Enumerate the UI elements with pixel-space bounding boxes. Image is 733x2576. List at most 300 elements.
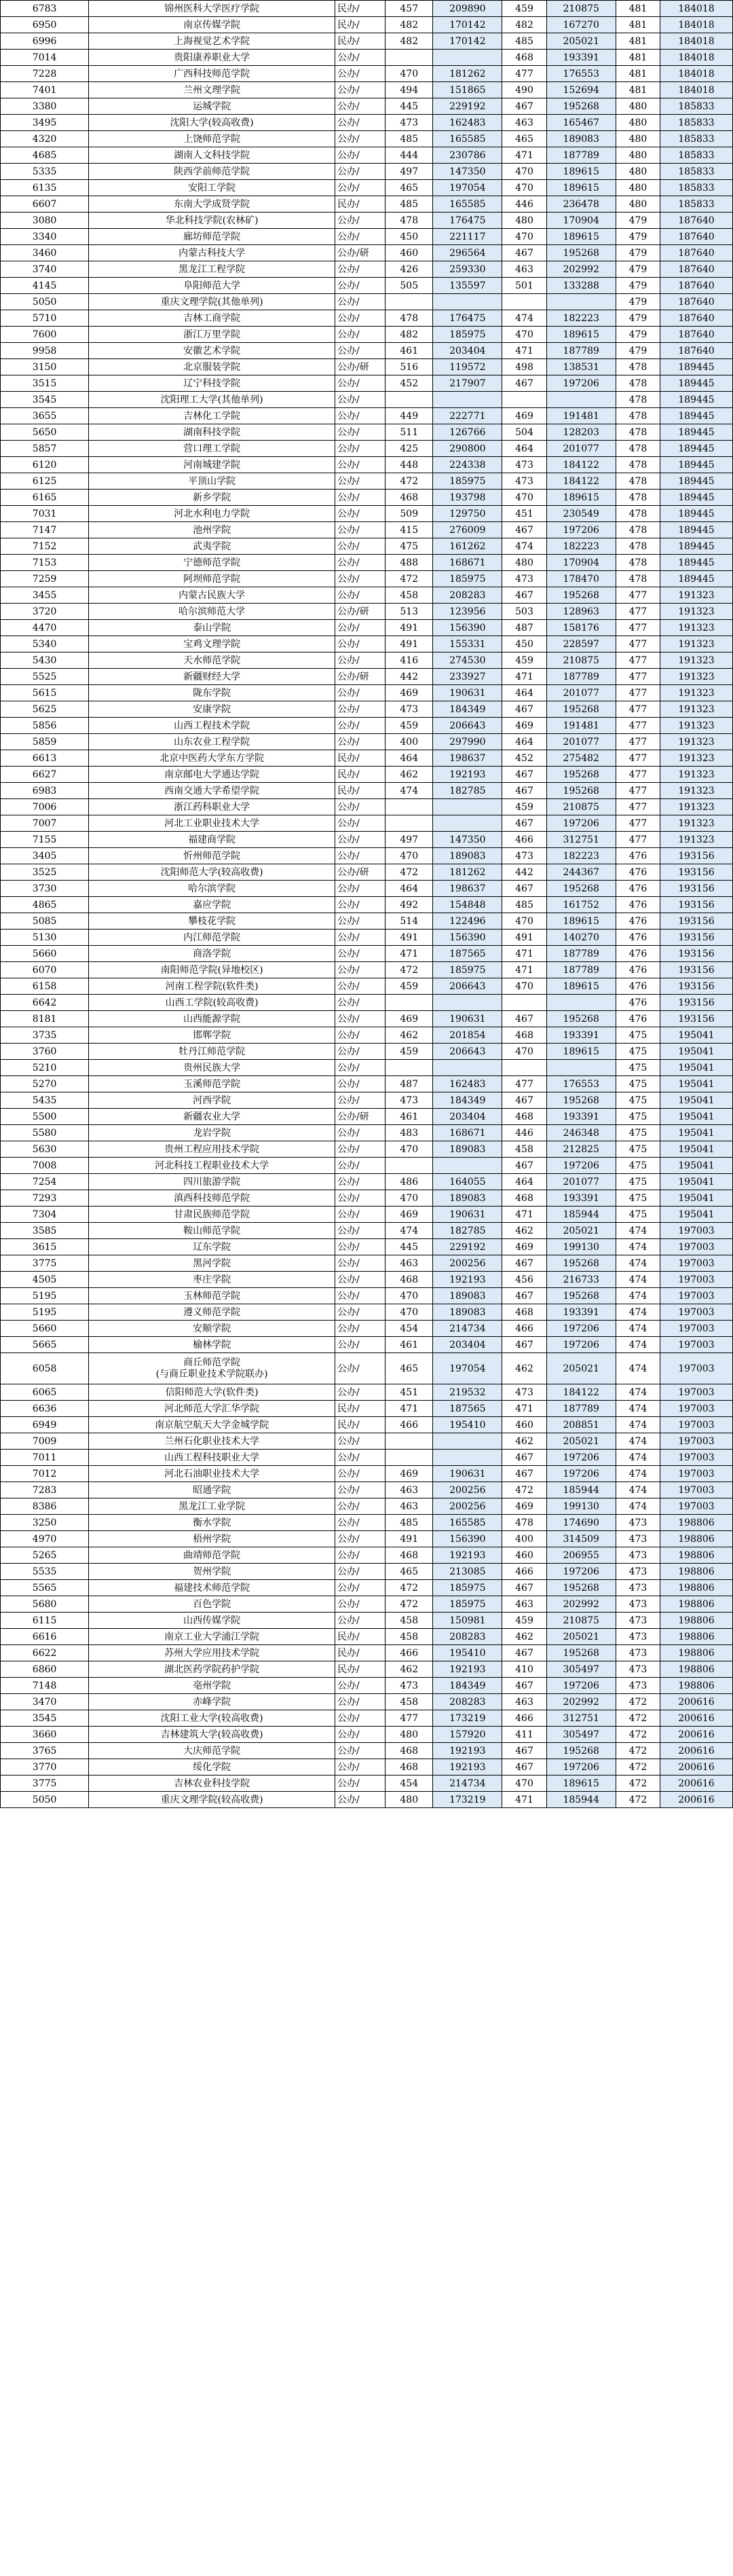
school-code-cell: 3495 <box>1 115 89 131</box>
school-code-cell: 3250 <box>1 1515 89 1531</box>
rank-2021-cell: 191323 <box>660 620 732 636</box>
rank-2021-cell: 191323 <box>660 783 732 799</box>
score-2022-cell: 485 <box>502 33 546 50</box>
score-2022-cell: 460 <box>502 1547 546 1564</box>
school-name-cell: 贵阳康养职业大学 <box>89 50 335 66</box>
rank-2023-cell: 189083 <box>433 1288 502 1304</box>
rank-2022-cell: 314509 <box>546 1531 616 1547</box>
rank-2023-cell: 192193 <box>433 1661 502 1678</box>
school-code-cell: 5270 <box>1 1076 89 1092</box>
table-row <box>1 278 733 294</box>
rank-2022-cell: 187789 <box>546 962 616 978</box>
rank-2022-cell: 246348 <box>546 1125 616 1141</box>
school-type-cell: 公办/ <box>335 1710 385 1727</box>
rank-2022-cell: 202992 <box>546 1694 616 1710</box>
school-code-cell: 6622 <box>1 1645 89 1661</box>
rank-2022-cell: 195268 <box>546 1011 616 1027</box>
score-2022-cell: 467 <box>502 1678 546 1694</box>
table-row <box>1 180 733 196</box>
rank-2021-cell: 187640 <box>660 294 732 310</box>
school-name-cell: 衡水学院 <box>89 1515 335 1531</box>
school-code-cell: 7155 <box>1 832 89 848</box>
rank-2022-cell: 189615 <box>546 1044 616 1060</box>
school-type-cell: 公办/ <box>335 490 385 506</box>
school-type-cell: 公办/ <box>335 685 385 701</box>
school-code-cell: 7254 <box>1 1174 89 1190</box>
rank-2021-cell: 195041 <box>660 1060 732 1076</box>
rank-2021-cell: 197003 <box>660 1433 732 1450</box>
score-2022-cell: 467 <box>502 1288 546 1304</box>
rank-2022-cell: 184122 <box>546 473 616 490</box>
score-2023-cell: 454 <box>386 1321 433 1337</box>
score-2023-cell: 482 <box>386 17 433 33</box>
score-2021-cell: 477 <box>616 652 660 669</box>
table-row <box>1 1321 733 1337</box>
school-code-cell: 7152 <box>1 538 89 555</box>
rank-2023-cell: 217907 <box>433 375 502 392</box>
score-2022-cell <box>502 1060 546 1076</box>
rank-2022-cell: 212825 <box>546 1141 616 1158</box>
rank-2022-cell: 189083 <box>546 131 616 147</box>
rank-2023-cell: 229192 <box>433 1239 502 1255</box>
table-row <box>1 343 733 359</box>
rank-2021-cell: 187640 <box>660 245 732 261</box>
score-2023-cell: 485 <box>386 1515 433 1531</box>
school-code-cell: 7283 <box>1 1482 89 1498</box>
score-2023-cell: 458 <box>386 1694 433 1710</box>
table-row <box>1 946 733 962</box>
school-code-cell: 3765 <box>1 1743 89 1759</box>
school-name-cell: 南京邮电大学通达学院 <box>89 767 335 783</box>
school-code-cell: 3080 <box>1 213 89 229</box>
table-row <box>1 424 733 441</box>
score-2022-cell: 466 <box>502 1710 546 1727</box>
rank-2023-cell: 274530 <box>433 652 502 669</box>
school-code-cell: 6616 <box>1 1629 89 1645</box>
score-2022-cell: 498 <box>502 359 546 375</box>
score-2022-cell: 472 <box>502 1482 546 1498</box>
rank-2022-cell: 275482 <box>546 750 616 767</box>
score-2022-cell: 487 <box>502 620 546 636</box>
rank-2023-cell: 170142 <box>433 17 502 33</box>
score-2021-cell: 476 <box>616 848 660 864</box>
rank-2022-cell: 158176 <box>546 620 616 636</box>
score-2023-cell: 415 <box>386 522 433 538</box>
table-row <box>1 1288 733 1304</box>
school-code-cell: 8181 <box>1 1011 89 1027</box>
rank-2022-cell: 170904 <box>546 213 616 229</box>
score-2021-cell: 476 <box>616 881 660 897</box>
rank-2023-cell: 208283 <box>433 1694 502 1710</box>
score-2023-cell: 473 <box>386 1092 433 1109</box>
school-code-cell: 6949 <box>1 1417 89 1433</box>
score-2021-cell: 473 <box>616 1613 660 1629</box>
school-type-cell: 公办/ <box>335 1255 385 1272</box>
table-row <box>1 734 733 750</box>
rank-2022-cell: 187789 <box>546 669 616 685</box>
school-name-cell: 甘肃民族师范学院 <box>89 1207 335 1223</box>
school-name-cell: 泰山学院 <box>89 620 335 636</box>
score-2021-cell: 475 <box>616 1158 660 1174</box>
score-2022-cell: 482 <box>502 17 546 33</box>
school-name-cell: 福建技术师范学院 <box>89 1580 335 1596</box>
score-2023-cell: 461 <box>386 1109 433 1125</box>
school-code-cell: 3775 <box>1 1255 89 1272</box>
score-2023-cell: 472 <box>386 473 433 490</box>
school-name-cell: 赤峰学院 <box>89 1694 335 1710</box>
rank-2022-cell: 197206 <box>546 1337 616 1353</box>
rank-2023-cell: 233927 <box>433 669 502 685</box>
score-2021-cell: 479 <box>616 294 660 310</box>
score-2023-cell <box>386 1060 433 1076</box>
score-2021-cell: 477 <box>616 685 660 701</box>
rank-2021-cell: 195041 <box>660 1027 732 1044</box>
score-2023-cell: 458 <box>386 1629 433 1645</box>
score-2021-cell: 472 <box>616 1775 660 1792</box>
rank-2023-cell: 189083 <box>433 1141 502 1158</box>
table-row <box>1 1239 733 1255</box>
rank-2023-cell: 161262 <box>433 538 502 555</box>
school-name-cell: 曲靖师范学院 <box>89 1547 335 1564</box>
rank-2022-cell: 210875 <box>546 1613 616 1629</box>
rank-2022-cell: 195268 <box>546 783 616 799</box>
rank-2022-cell: 184122 <box>546 457 616 473</box>
table-row <box>1 392 733 408</box>
school-code-cell: 5630 <box>1 1141 89 1158</box>
school-code-cell: 6115 <box>1 1613 89 1629</box>
rank-2022-cell: 210875 <box>546 652 616 669</box>
score-2022-cell: 462 <box>502 1223 546 1239</box>
school-code-cell: 4320 <box>1 131 89 147</box>
school-name-cell: 河西学院 <box>89 1092 335 1109</box>
score-2023-cell: 478 <box>386 213 433 229</box>
rank-2023-cell: 192193 <box>433 1743 502 1759</box>
score-2022-cell: 467 <box>502 1466 546 1482</box>
school-type-cell: 公办/ <box>335 1727 385 1743</box>
school-name-cell: 重庆文理学院(较高收费) <box>89 1792 335 1808</box>
score-2023-cell: 487 <box>386 1076 433 1092</box>
score-2021-cell: 474 <box>616 1337 660 1353</box>
rank-2023-cell: 154848 <box>433 897 502 913</box>
rank-2023-cell <box>433 1060 502 1076</box>
rank-2021-cell: 189445 <box>660 392 732 408</box>
rank-2023-cell: 195410 <box>433 1645 502 1661</box>
school-code-cell: 7148 <box>1 1678 89 1694</box>
school-name-cell: 锦州医科大学医疗学院 <box>89 1 335 17</box>
score-2021-cell: 473 <box>616 1515 660 1531</box>
rank-2023-cell <box>433 50 502 66</box>
rank-2023-cell: 123956 <box>433 604 502 620</box>
score-2021-cell: 478 <box>616 490 660 506</box>
school-type-cell: 公办/研 <box>335 1109 385 1125</box>
school-type-cell: 公办/ <box>335 1580 385 1596</box>
table-row <box>1 1125 733 1141</box>
score-2022-cell: 485 <box>502 897 546 913</box>
rank-2023-cell: 170142 <box>433 33 502 50</box>
school-name-cell: 河北工业职业技术大学 <box>89 815 335 832</box>
score-2022-cell: 468 <box>502 1027 546 1044</box>
score-2023-cell: 472 <box>386 571 433 587</box>
score-2023-cell: 469 <box>386 1011 433 1027</box>
rank-2023-cell: 230786 <box>433 147 502 164</box>
school-code-cell: 3760 <box>1 1044 89 1060</box>
score-2021-cell: 472 <box>616 1710 660 1727</box>
rank-2021-cell: 195041 <box>660 1044 732 1060</box>
school-code-cell: 5859 <box>1 734 89 750</box>
score-2022-cell: 400 <box>502 1531 546 1547</box>
score-2022-cell: 471 <box>502 669 546 685</box>
score-2023-cell <box>386 1158 433 1174</box>
school-code-cell: 5340 <box>1 636 89 652</box>
score-2022-cell: 464 <box>502 441 546 457</box>
score-2022-cell: 469 <box>502 1498 546 1515</box>
score-2023-cell: 458 <box>386 1613 433 1629</box>
score-2023-cell: 466 <box>386 1645 433 1661</box>
school-name-cell: 北京中医药大学东方学院 <box>89 750 335 767</box>
rank-2022-cell <box>546 1060 616 1076</box>
school-name-cell: 福建商学院 <box>89 832 335 848</box>
rank-2021-cell: 193156 <box>660 962 732 978</box>
school-type-cell: 公办/ <box>335 1694 385 1710</box>
school-type-cell: 公办/ <box>335 587 385 604</box>
score-2021-cell: 476 <box>616 930 660 946</box>
table-row <box>1 1694 733 1710</box>
score-2021-cell: 473 <box>616 1596 660 1613</box>
table-row <box>1 930 733 946</box>
score-2021-cell: 473 <box>616 1645 660 1661</box>
rank-2023-cell: 185975 <box>433 1580 502 1596</box>
school-type-cell: 公办/ <box>335 848 385 864</box>
score-2021-cell: 477 <box>616 734 660 750</box>
rank-2021-cell: 197003 <box>660 1255 732 1272</box>
school-code-cell: 7006 <box>1 799 89 815</box>
table-row <box>1 1515 733 1531</box>
school-type-cell: 公办/ <box>335 1321 385 1337</box>
school-name-cell: 玉溪师范学院 <box>89 1076 335 1092</box>
table-row <box>1 1 733 17</box>
rank-2021-cell: 197003 <box>660 1482 732 1498</box>
table-row <box>1 1076 733 1092</box>
school-name-cell: 攀枝花学院 <box>89 913 335 930</box>
table-row <box>1 538 733 555</box>
school-type-cell: 公办/ <box>335 278 385 294</box>
rank-2021-cell: 195041 <box>660 1141 732 1158</box>
rank-2023-cell: 197054 <box>433 180 502 196</box>
school-type-cell: 公办/ <box>335 832 385 848</box>
rank-2023-cell: 224338 <box>433 457 502 473</box>
score-2022-cell: 468 <box>502 1304 546 1321</box>
rank-2021-cell: 193156 <box>660 864 732 881</box>
score-2022-cell: 467 <box>502 815 546 832</box>
table-row <box>1 147 733 164</box>
score-2022-cell: 470 <box>502 180 546 196</box>
school-type-cell: 公办/ <box>335 962 385 978</box>
table-row <box>1 1272 733 1288</box>
table-row <box>1 1337 733 1353</box>
school-code-cell: 7401 <box>1 82 89 98</box>
school-code-cell: 7259 <box>1 571 89 587</box>
table-row <box>1 522 733 538</box>
school-code-cell: 6135 <box>1 180 89 196</box>
school-type-cell: 公办/ <box>335 1466 385 1482</box>
score-2021-cell: 475 <box>616 1092 660 1109</box>
school-code-cell: 5710 <box>1 310 89 327</box>
school-code-cell: 5130 <box>1 930 89 946</box>
school-type-cell: 公办/ <box>335 327 385 343</box>
score-2023-cell: 468 <box>386 1272 433 1288</box>
rank-2023-cell: 213085 <box>433 1564 502 1580</box>
school-type-cell: 公办/ <box>335 261 385 278</box>
rank-2022-cell: 202992 <box>546 261 616 278</box>
school-name-cell: 辽宁科技学院 <box>89 375 335 392</box>
score-2021-cell: 473 <box>616 1629 660 1645</box>
school-type-cell: 公办/ <box>335 82 385 98</box>
score-2023-cell: 509 <box>386 506 433 522</box>
rank-2022-cell: 312751 <box>546 832 616 848</box>
rank-2022-cell: 205021 <box>546 33 616 50</box>
score-2023-cell: 488 <box>386 555 433 571</box>
score-2023-cell: 459 <box>386 718 433 734</box>
score-2023-cell: 465 <box>386 1353 433 1384</box>
score-2022-cell: 459 <box>502 1 546 17</box>
rank-2021-cell: 191323 <box>660 652 732 669</box>
score-2023-cell: 505 <box>386 278 433 294</box>
score-2023-cell: 463 <box>386 1482 433 1498</box>
rank-2021-cell: 191323 <box>660 718 732 734</box>
rank-2021-cell: 187640 <box>660 310 732 327</box>
rank-2022-cell: 312751 <box>546 1710 616 1727</box>
school-name-cell: 安阳工学院 <box>89 180 335 196</box>
rank-2023-cell: 297990 <box>433 734 502 750</box>
school-type-cell: 公办/ <box>335 408 385 424</box>
score-2022-cell: 463 <box>502 1596 546 1613</box>
school-name-cell: 湖北医药学院药护学院 <box>89 1661 335 1678</box>
school-code-cell: 3660 <box>1 1727 89 1743</box>
rank-2021-cell: 195041 <box>660 1125 732 1141</box>
rank-2022-cell: 210875 <box>546 799 616 815</box>
school-code-cell: 8386 <box>1 1498 89 1515</box>
school-name-cell: 河北科技工程职业技术大学 <box>89 1158 335 1174</box>
school-type-cell: 公办/ <box>335 473 385 490</box>
score-2022-cell: 466 <box>502 1321 546 1337</box>
table-row <box>1 783 733 799</box>
rank-2021-cell: 197003 <box>660 1450 732 1466</box>
rank-2021-cell: 200616 <box>660 1792 732 1808</box>
table-row <box>1 636 733 652</box>
score-2022-cell: 459 <box>502 799 546 815</box>
rank-2022-cell: 128963 <box>546 604 616 620</box>
score-2022-cell: 471 <box>502 962 546 978</box>
score-2023-cell: 454 <box>386 1775 433 1792</box>
table-row <box>1 261 733 278</box>
table-row <box>1 1353 733 1384</box>
score-2023-cell: 480 <box>386 1727 433 1743</box>
score-2022-cell: 477 <box>502 1076 546 1092</box>
school-type-cell: 公办/研 <box>335 604 385 620</box>
school-type-cell: 公办/ <box>335 522 385 538</box>
score-2021-cell: 473 <box>616 1547 660 1564</box>
rank-2023-cell: 198637 <box>433 750 502 767</box>
table-row <box>1 750 733 767</box>
rank-2022-cell: 195268 <box>546 1092 616 1109</box>
school-name-cell: 南京航空航天大学金城学院 <box>89 1417 335 1433</box>
school-code-cell: 5660 <box>1 946 89 962</box>
rank-2021-cell: 189445 <box>660 408 732 424</box>
score-2021-cell: 476 <box>616 897 660 913</box>
rank-2021-cell: 198806 <box>660 1547 732 1564</box>
rank-2021-cell: 198806 <box>660 1613 732 1629</box>
table-row <box>1 115 733 131</box>
school-code-cell: 6860 <box>1 1661 89 1678</box>
score-2021-cell: 479 <box>616 278 660 294</box>
score-2023-cell: 516 <box>386 359 433 375</box>
school-code-cell: 5210 <box>1 1060 89 1076</box>
school-name-cell: 东南大学成贤学院 <box>89 196 335 213</box>
rank-2023-cell: 185975 <box>433 571 502 587</box>
table-row <box>1 555 733 571</box>
school-name-cell: 邯郸学院 <box>89 1027 335 1044</box>
table-row <box>1 1433 733 1450</box>
score-2023-cell: 470 <box>386 66 433 82</box>
table-row <box>1 1759 733 1775</box>
rank-2022-cell: 197206 <box>546 1678 616 1694</box>
score-2022-cell: 446 <box>502 1125 546 1141</box>
score-2023-cell: 497 <box>386 832 433 848</box>
school-type-cell: 公办/ <box>335 1564 385 1580</box>
table-row <box>1 327 733 343</box>
score-2021-cell: 476 <box>616 995 660 1011</box>
score-2021-cell: 474 <box>616 1255 660 1272</box>
school-name-cell: 贵州民族大学 <box>89 1060 335 1076</box>
rank-2022-cell: 201077 <box>546 734 616 750</box>
score-2022-cell: 471 <box>502 343 546 359</box>
score-2021-cell: 477 <box>616 669 660 685</box>
school-code-cell: 7600 <box>1 327 89 343</box>
score-2022-cell: 470 <box>502 913 546 930</box>
score-2021-cell: 474 <box>616 1321 660 1337</box>
score-2021-cell: 474 <box>616 1304 660 1321</box>
score-2021-cell: 477 <box>616 832 660 848</box>
table-row <box>1 669 733 685</box>
school-name-cell: 苏州大学应用技术学院 <box>89 1645 335 1661</box>
score-2022-cell: 473 <box>502 848 546 864</box>
school-code-cell: 3545 <box>1 392 89 408</box>
score-2023-cell: 462 <box>386 1661 433 1678</box>
rank-2023-cell: 126766 <box>433 424 502 441</box>
rank-2023-cell: 208283 <box>433 1629 502 1645</box>
rank-2021-cell: 197003 <box>660 1417 732 1433</box>
rank-2023-cell: 173219 <box>433 1710 502 1727</box>
school-type-cell: 公办/ <box>335 1678 385 1694</box>
school-name-cell: 大庆师范学院 <box>89 1743 335 1759</box>
score-2021-cell: 477 <box>616 750 660 767</box>
score-2022-cell: 467 <box>502 1743 546 1759</box>
score-2022-cell: 504 <box>502 424 546 441</box>
score-2022-cell: 467 <box>502 701 546 718</box>
score-2023-cell <box>386 392 433 408</box>
table-row <box>1 1141 733 1158</box>
school-name-cell: 北京服装学院 <box>89 359 335 375</box>
rank-2023-cell: 135597 <box>433 278 502 294</box>
school-type-cell: 公办/ <box>335 1304 385 1321</box>
score-2023-cell: 474 <box>386 783 433 799</box>
school-type-cell: 公办/ <box>335 1547 385 1564</box>
school-type-cell: 民办/ <box>335 33 385 50</box>
rank-2022-cell: 191481 <box>546 408 616 424</box>
rank-2021-cell: 195041 <box>660 1092 732 1109</box>
school-code-cell: 3150 <box>1 359 89 375</box>
table-row <box>1 359 733 375</box>
